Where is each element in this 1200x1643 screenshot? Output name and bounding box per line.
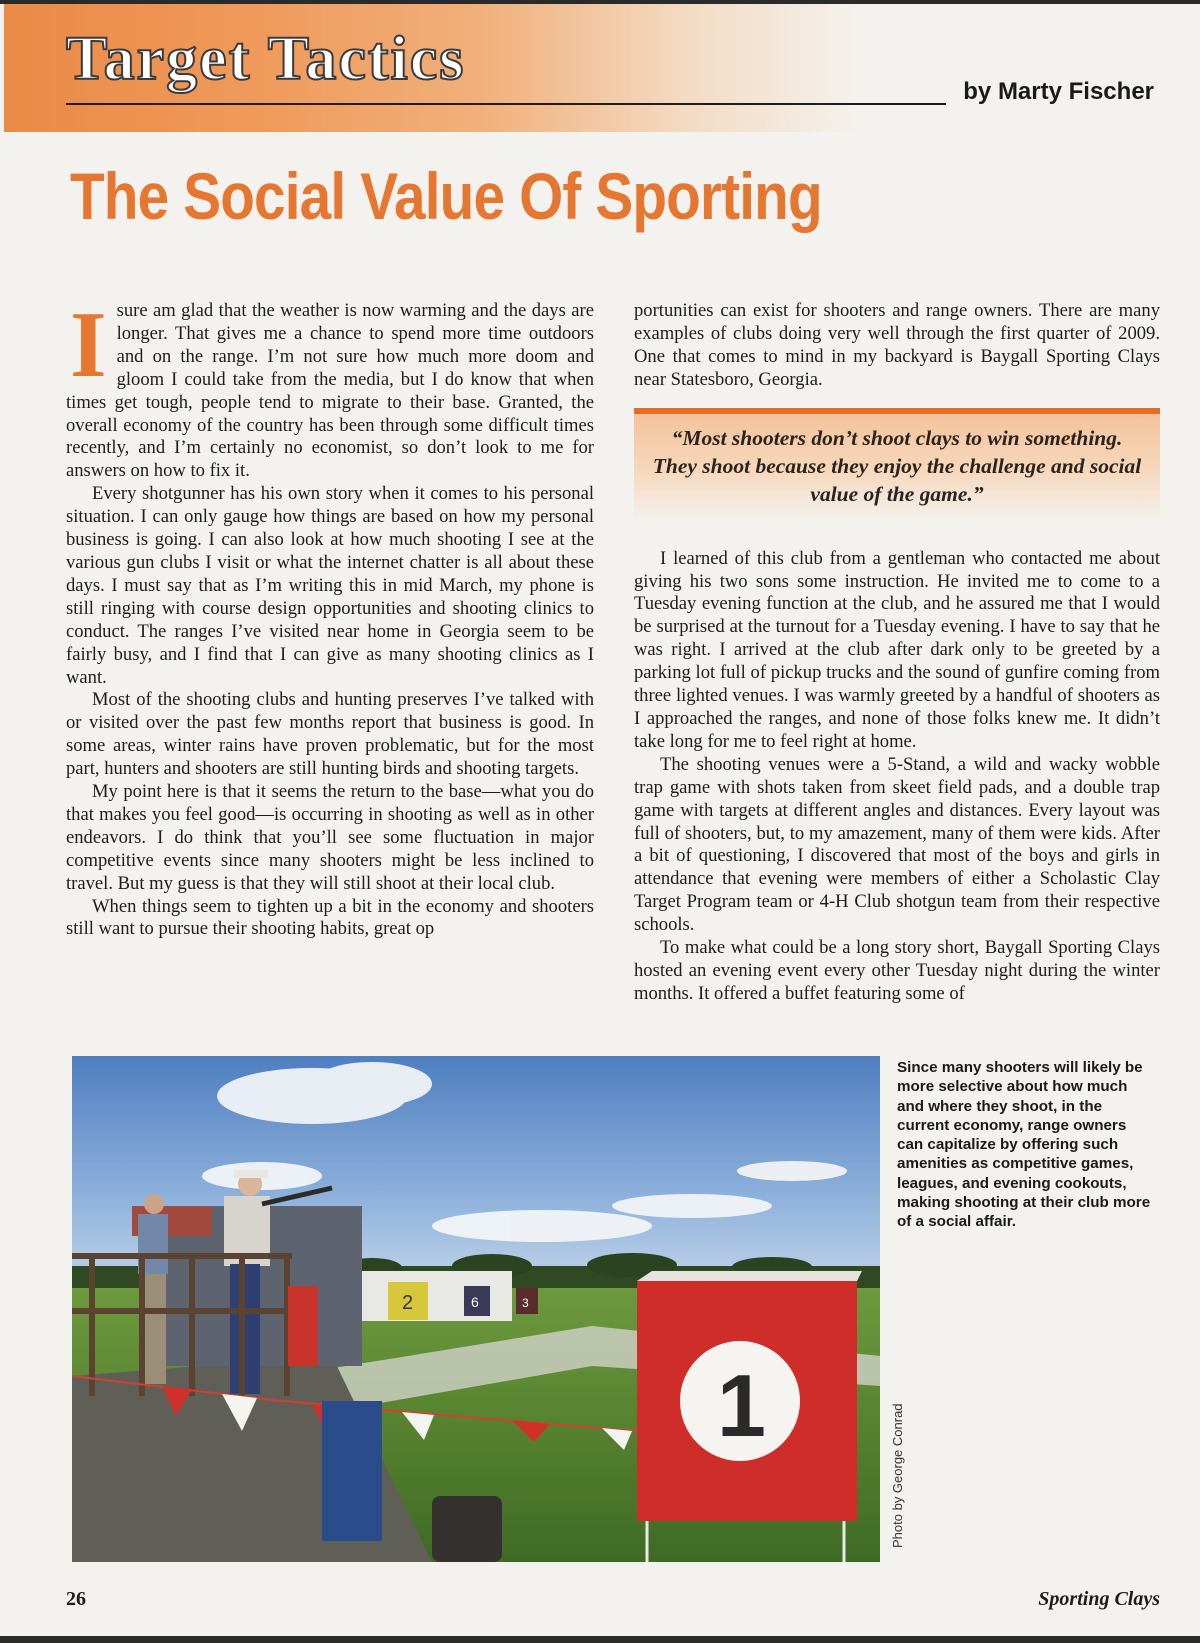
body-paragraph: My point here is that it seems the return to the base—what you do that makes you feel good—is occurring in shooting as well as in other endeavors. I do think that you’ll see some fluctuation in major competitive events since many shooters might be less inclined to travel. But my guess is that they will still shoot at their local club. (66, 781, 594, 894)
magazine-name: Sporting Clays (1038, 1588, 1160, 1610)
byline-rule (66, 103, 946, 105)
body-paragraph: When things seem to tighten up a bit in the economy and shooters still want to pursue their shooting habits, great op (66, 895, 594, 940)
department-title: Target Tactics (66, 25, 466, 93)
trash-barrel (322, 1401, 382, 1541)
trash-can (432, 1496, 502, 1562)
station-number-1: 1 (717, 1356, 766, 1455)
station-one-sign-top (637, 1271, 862, 1281)
bottom-rule (0, 1636, 1200, 1643)
body-paragraph: Most of the shooting clubs and hunting preserves I’ve talked with or visited over the past few months report that business is good. In some areas, winter rains have proven problematic, but for the most part, hunters and shooters are still hunting birds and shooting targets. (66, 689, 594, 780)
station-number-3: 3 (522, 1296, 529, 1310)
photo-credit: Photo by George Conrad (890, 1403, 905, 1548)
byline: by Marty Fischer (963, 78, 1154, 105)
page-number: 26 (66, 1588, 86, 1610)
right-column (634, 300, 1160, 1006)
station-number-6: 6 (471, 1294, 479, 1310)
body-paragraph: The shooting venues were a 5-Stand, a wild and wacky wobble trap game with shots taken from skeet field pads, and a double trap game with targets at different angles and distances. Every layout was full of shooters, but, to my amazement, many of them were kids. After a bit of questioning, I discovered that most of the boys and girls in attendance that evening were members of either a Scholastic Clay Target Program team or 4-H Club shotgun team from their respective schools. (634, 753, 1160, 936)
left-column (66, 293, 594, 941)
red-post (288, 1286, 318, 1366)
photo-caption: Since many shooters will likely be more selective about how much and where they shoot, in the current economy, range owners can capitalize by offering such amenities as competitive games, leagues, and evening cookouts, making shooting at their club more of a social affair. (897, 1059, 1151, 1231)
body-paragraph: portunities can exist for shooters and range owners. There are many examples of clubs doing very well through the first quarter of 2009. One that comes to mind in my backyard is Baygall Sporting Clays near Statesboro, Georgia. (634, 300, 1160, 390)
body-paragraph (66, 293, 594, 483)
article-photo (72, 1056, 880, 1562)
body-paragraph: I learned of this club from a gentleman who contacted me about giving his two sons some instruction. He invited me to come to a Tuesday evening function at the club, and he assured me that I would be surprised at the turnout for a Tuesday evening. I have to say that he was right. I arrived at the club after dark only to be greeted by a parking lot full of pickup trucks and the sound of gunfire coming from three lighted venues. I was warmly greeted by a handful of shooters as I approached the ranges, and none of those folks knew me. It didn’t take long for me to feel right at home. (634, 547, 1160, 752)
drop-cap: I (70, 293, 107, 397)
pull-quote: “Most shooters don’t shoot clays to win something. They shoot because they enjoy the challenge and social value of the game.” (634, 408, 1160, 522)
body-paragraph: To make what could be a long story short, Baygall Sporting Clays hosted an evening event every other Tuesday night during the winter months. It offered a buffet featuring some of (634, 937, 1160, 1004)
body-paragraph: Every shotgunner has his own story when it comes to his personal situation. I can only gauge how things are based on how my personal business is going. I can also look at how much shooting I see at the various gun clubs I visit or what the internet chatter is all about these days. I must say that as I’m writing this in mid March, my phone is still ringing with course design opportunities and shooting clinics to conduct. The ranges I’ve visited near home in Georgia seem to be fairly busy, and I find that I can give as many shooting clinics as I want. (66, 483, 594, 688)
article-headline: The Social Value Of Sporting (70, 159, 822, 233)
paragraph-text: sure am glad that the weather is now warming and the days are longer. That gives me a chance to spend more time outdoors and on the range. I’m not sure how much more doom and gloom I could take from the media, but I do know that when times get tough, people tend to migrate to their base. Granted, the overall economy of the country has been through some difficult times recently, and I’m certainly no economist, so don’t look to me for answers on how to fix it. (66, 300, 594, 482)
station-number-2: 2 (402, 1292, 414, 1314)
shooting-range-illustration (72, 1056, 880, 1562)
